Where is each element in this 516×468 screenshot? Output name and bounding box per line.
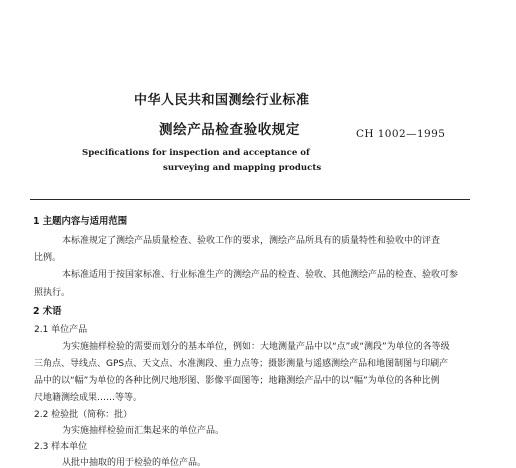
subsection-2-1-line4: 尺地籍测绘成果……等等。 xyxy=(34,393,143,403)
section-1-para2-line1: 本标准适用于按国家标准、行业标准生产的测绘产品的检査、验收、其他测绘产品的检查、验收可参 xyxy=(62,270,459,280)
document-title-cn: 测绘产品检查验收规定 xyxy=(159,122,300,138)
subsection-2-1-line1: 为实施抽样检验的需要而划分的基本单位，例如：大地测量产品中以“点”或“测段”为单位的各等级 xyxy=(62,342,450,352)
subsection-2-1-line2: 三角点、导线点、GPS点、天文点、水准测段、重力点等；摄影测量与遥感测绘产品和地图制图与印刷产 xyxy=(34,359,449,369)
subsection-2-2-line1: 为实施抽样检验而汇集起来的单位产品。 xyxy=(62,426,225,436)
section-2-heading: 2 术语 xyxy=(33,306,62,317)
section-1-para1-line1: 本标准规定了测绘产品质量检查、验收工作的要求，测绘产品所具有的质量特性和验收中的评査 xyxy=(62,236,441,246)
section-1-para2-line2: 照执行。 xyxy=(34,288,71,298)
document-title-en-line1: Specifications for inspection and acceptance of xyxy=(82,148,310,158)
section-1-para1-line2: 比例。 xyxy=(34,253,62,263)
subsection-2-1-line3: 品中的以“幅”为单位的各种比例尺地形图、影像平面图等；地籍测绘产品中的以“幅”为单位的各种比例 xyxy=(34,376,440,386)
section-1-heading: 1 主题内容与适用范围 xyxy=(33,216,128,227)
header-divider xyxy=(30,199,470,200)
subsection-2-3-line1: 从批中抽取的用于检验的单位产品。 xyxy=(62,458,207,468)
subsection-2-2-heading: 2.2 检验批（简称：批） xyxy=(34,410,133,420)
issuing-organization: 中华人民共和国测绘行业标准 xyxy=(134,93,310,108)
document-title-en-line2: surveying and mapping products xyxy=(163,163,322,173)
subsection-2-3-heading: 2.3 样本单位 xyxy=(34,442,88,452)
standard-code: CH 1002—1995 xyxy=(356,128,446,140)
subsection-2-1-heading: 2.1 单位产品 xyxy=(34,325,88,335)
